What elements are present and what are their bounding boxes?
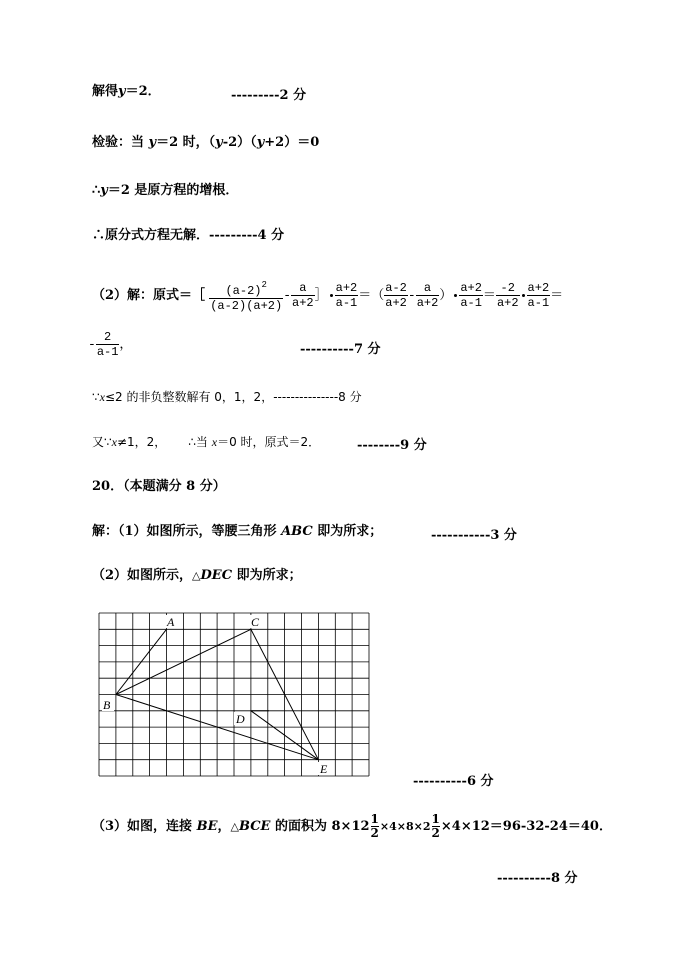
score-3: -----------3 分 xyxy=(431,528,517,543)
variable-x: x xyxy=(211,435,218,449)
text: -2）（ xyxy=(222,135,257,150)
variable-x: x xyxy=(111,435,117,449)
comma: ， xyxy=(119,337,133,352)
denominator: a+2 xyxy=(385,296,407,310)
label-b: B xyxy=(103,698,111,712)
triangle-abc: ABC xyxy=(281,524,313,539)
numerator: 1 xyxy=(431,812,440,826)
triangle-symbol: △ xyxy=(192,569,201,582)
text: ≠1，2， xyxy=(116,435,167,449)
numerator: a-2 xyxy=(385,281,407,295)
fraction-2 xyxy=(291,281,315,310)
fraction-1 xyxy=(209,278,283,313)
numerator: a+2 xyxy=(335,281,358,295)
multiply-dot xyxy=(522,294,525,297)
equals-paren: ＝（ xyxy=(358,288,385,303)
text: （2）解：原式＝［ xyxy=(92,288,206,303)
fraction-3 xyxy=(335,281,359,310)
label-e: E xyxy=(320,762,328,776)
minus-sign: - xyxy=(283,288,292,303)
text: ≤2 的非负整数解有 0，1，2， xyxy=(104,390,274,404)
text: 解得 xyxy=(92,84,119,99)
variable-x: x xyxy=(99,390,105,404)
label-d: D xyxy=(236,712,245,726)
denominator: a+2 xyxy=(496,296,519,310)
result-fraction xyxy=(96,330,120,359)
text: ∵ xyxy=(92,390,100,404)
fraction-5 xyxy=(416,281,440,310)
numerator: a xyxy=(299,281,307,295)
numerator: a+2 xyxy=(460,281,482,295)
numerator: 2 xyxy=(104,330,112,344)
denominator: a+2 xyxy=(416,296,439,310)
text: ＝2 是原方程的增根． xyxy=(107,183,239,198)
variable-y: y xyxy=(148,135,157,150)
question-20-heading: 20．（本题满分 8 分） xyxy=(92,479,226,494)
text: 又∵ xyxy=(92,435,112,449)
half-fraction xyxy=(432,813,440,840)
multiply-dot xyxy=(454,294,457,297)
text: （3）如图，连接 xyxy=(92,819,197,834)
text: ， xyxy=(217,819,231,834)
extraneous-root-line xyxy=(92,183,238,199)
part1-answer-line xyxy=(92,524,382,540)
substitute-line xyxy=(92,434,320,450)
label-c: C xyxy=(251,615,260,629)
text: ∴ xyxy=(92,183,101,198)
part2-answer-line xyxy=(92,568,302,584)
numerator-text: (a-2) xyxy=(225,284,262,298)
denominator: a-1 xyxy=(96,345,119,359)
numerator xyxy=(209,278,283,298)
text: 即为所求； xyxy=(312,524,383,539)
score-6: ----------6 分 xyxy=(413,774,494,789)
variable-y: y xyxy=(215,135,223,150)
segment-be-label: BE xyxy=(196,819,218,834)
text: ∴当 xyxy=(188,435,212,449)
text: 的面积为 8×12 xyxy=(270,819,370,834)
text: 解：（1）如图所示，等腰三角形 xyxy=(92,524,282,539)
no-solution-line: ∴原分式方程无解．---------4 分 xyxy=(92,228,285,243)
text: +2）＝0 xyxy=(264,135,320,150)
triangle-dec: DEC xyxy=(200,568,233,583)
label-a: A xyxy=(167,615,175,629)
fraction-7 xyxy=(496,281,520,310)
score-2: ---------2 分 xyxy=(231,88,307,103)
variable-y: y xyxy=(118,84,126,99)
exponent: 2 xyxy=(261,280,267,290)
score-8-final: ----------8 分 xyxy=(497,871,578,886)
text: ×4×8×2 xyxy=(379,820,431,833)
multiply-dot xyxy=(330,294,333,297)
denominator: a-1 xyxy=(527,296,550,310)
equals-sign: ＝ xyxy=(550,288,564,303)
fraction-4 xyxy=(384,281,408,310)
part3-area-line xyxy=(92,810,612,844)
triangle-symbol: △ xyxy=(230,820,239,833)
denominator: a+2 xyxy=(292,296,314,310)
denominator: 2 xyxy=(431,826,440,840)
minus-sign: - xyxy=(88,337,96,352)
denominator: a-1 xyxy=(335,296,358,310)
fraction-8 xyxy=(527,281,551,310)
grid-figure xyxy=(94,608,384,780)
numerator: a xyxy=(423,281,432,295)
text: ＝2 时，（ xyxy=(156,135,216,150)
denominator: a-1 xyxy=(460,296,482,310)
text: ＝0 时，原式＝2． xyxy=(217,435,321,449)
denominator: (a-2)(a+2) xyxy=(210,299,283,313)
check-line xyxy=(92,135,319,151)
fraction-6 xyxy=(459,281,483,310)
numerator: -2 xyxy=(500,281,515,295)
variable-y: y xyxy=(100,183,108,198)
numerator: a+2 xyxy=(527,281,550,295)
half-fraction xyxy=(371,813,379,840)
minus-sign: - xyxy=(407,288,416,303)
text: ×4×12＝96-32-24＝40． xyxy=(440,819,612,834)
variable-y: y xyxy=(256,135,265,150)
score-7: ----------7 分 xyxy=(300,342,381,357)
equals-sign: ＝ xyxy=(482,288,496,303)
triangle-bce: BCE xyxy=(238,819,271,834)
denominator: 2 xyxy=(370,826,379,840)
bracket-close: ］ xyxy=(314,288,328,303)
text: ＝2． xyxy=(125,84,161,99)
score-9: --------9 分 xyxy=(357,438,427,453)
solution-line-y-equals-2 xyxy=(92,84,161,100)
paren-close: ） xyxy=(439,288,453,303)
text: （2）如图所示， xyxy=(92,568,193,583)
result-line xyxy=(88,328,132,362)
nonnegative-integer-line xyxy=(92,389,362,405)
simplify-expression-line xyxy=(92,278,563,313)
score-8: ---------------8 分 xyxy=(273,390,362,404)
numerator: 1 xyxy=(370,812,379,826)
text: 即为所求； xyxy=(232,568,302,583)
text: 检验：当 xyxy=(92,135,149,150)
